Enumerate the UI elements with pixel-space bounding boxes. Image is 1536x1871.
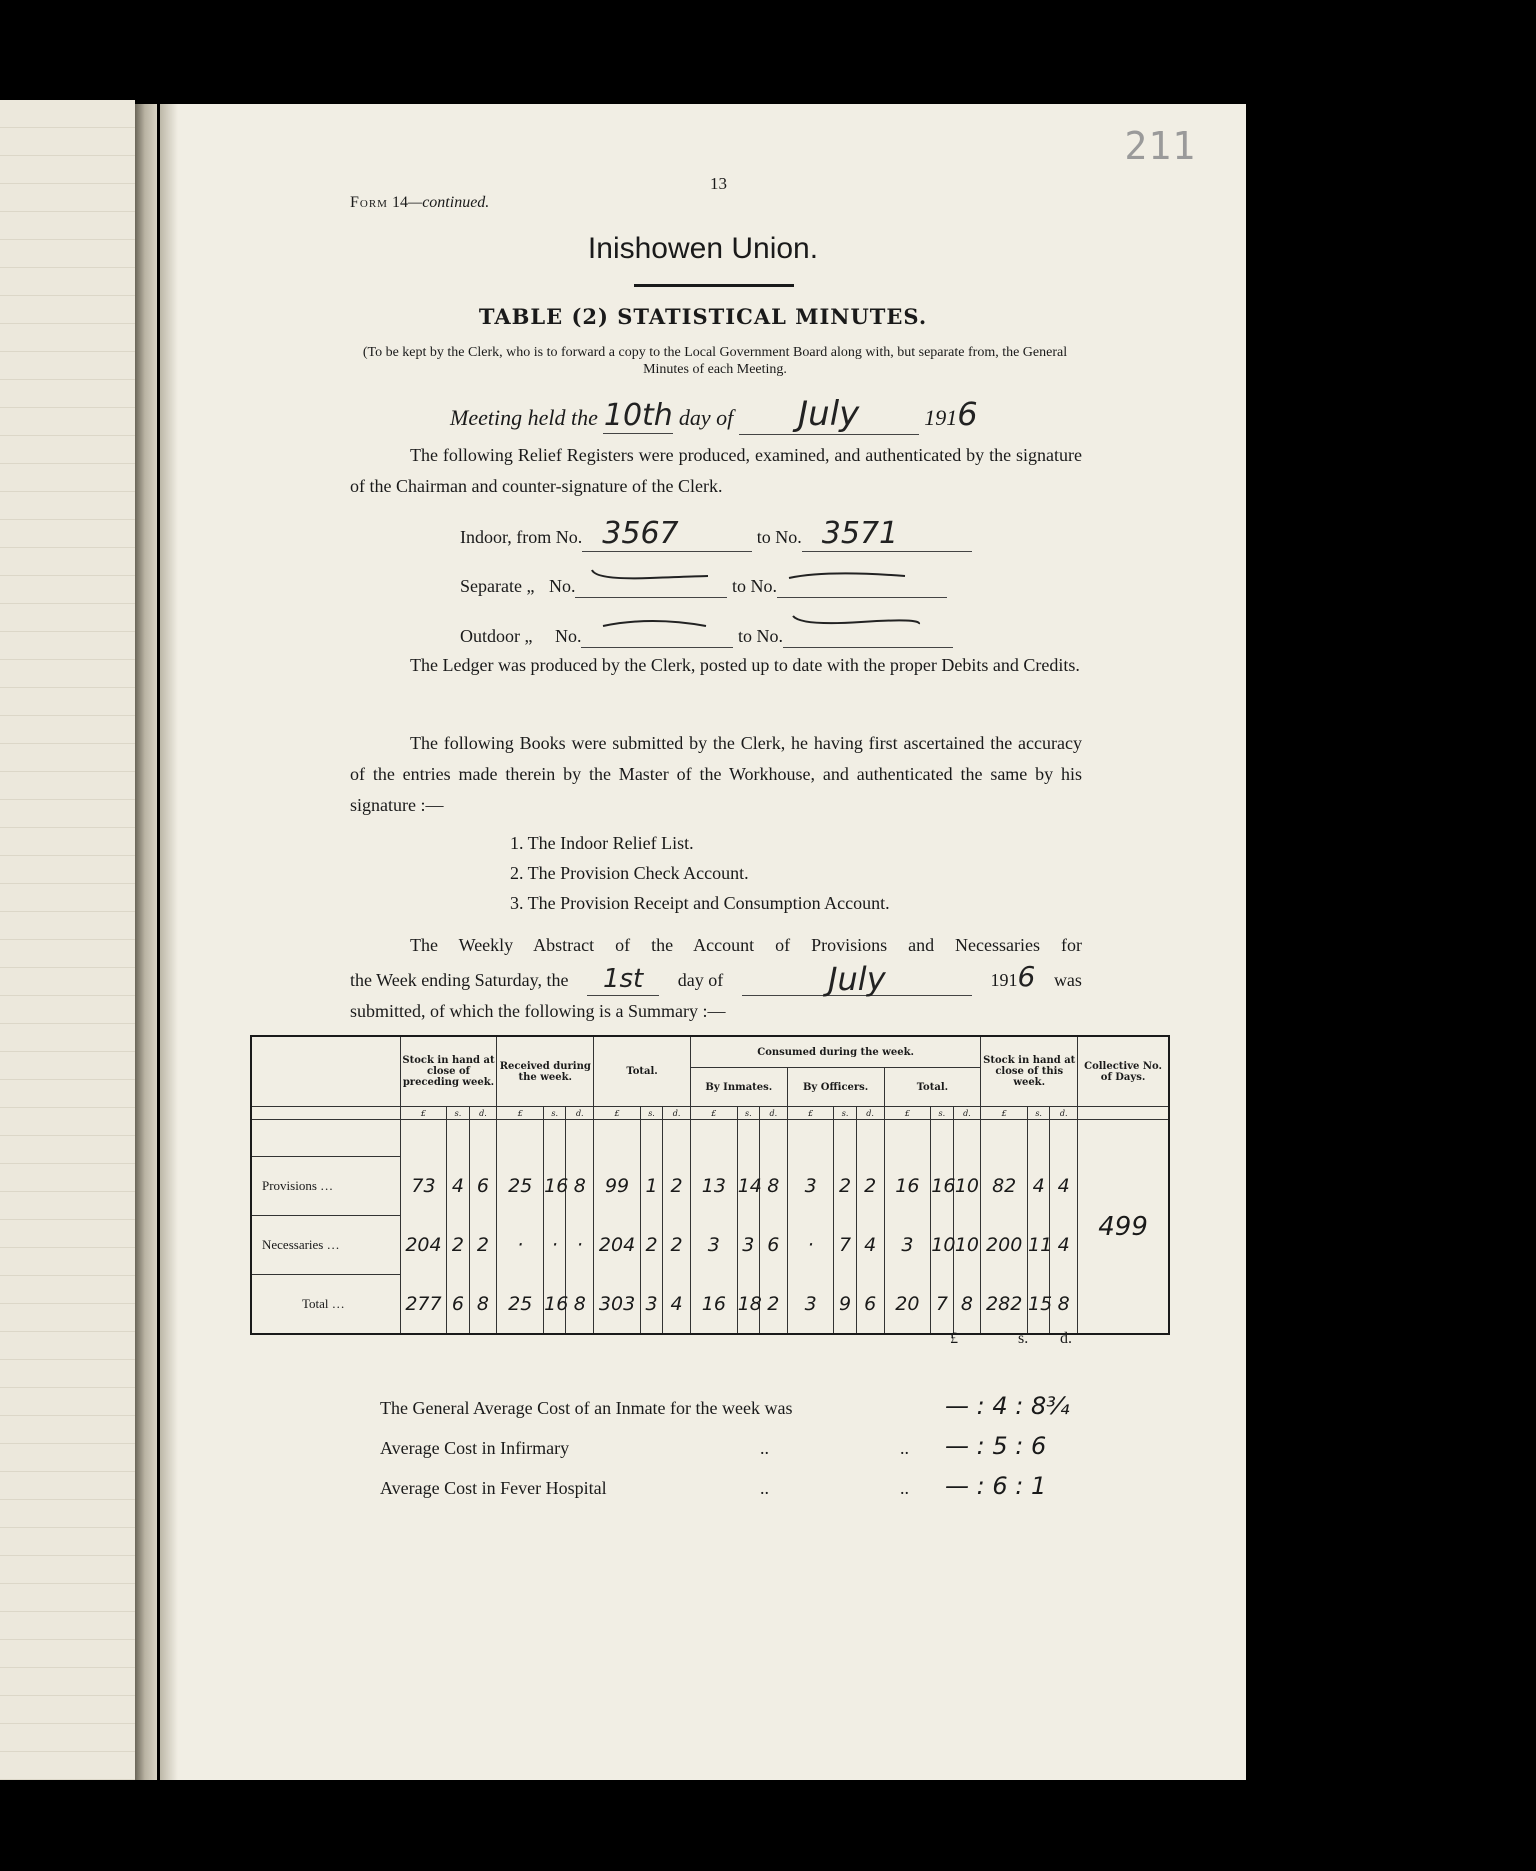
indoor-row [460, 516, 972, 552]
separate-row [460, 576, 947, 598]
separate-to-label: to No. [731, 576, 777, 596]
cell: 2 [856, 1157, 884, 1216]
summary-table [250, 1035, 1170, 1335]
separate-no-label: No. [548, 576, 576, 596]
cell: 3 [787, 1275, 834, 1335]
pound-label: £ [400, 1107, 447, 1120]
book-item: 2. The Provision Check Account. [510, 863, 749, 883]
table-title: TABLE (2) STATISTICAL MINUTES. [478, 304, 928, 329]
union-name: Inishowen Union. [587, 232, 819, 265]
outdoor-no-label: No. [554, 626, 582, 646]
outdoor-to-blank [783, 626, 953, 648]
pound-label: £ [884, 1107, 931, 1120]
separate-to-blank [777, 576, 947, 598]
header-consumed-total: Total. [884, 1068, 981, 1107]
form-label-suffix: —continued. [407, 194, 490, 211]
meeting-year-prefix: 191 [924, 405, 958, 430]
cell: · [787, 1216, 834, 1275]
cell: 25 [497, 1157, 544, 1216]
cell: 282 [981, 1275, 1028, 1335]
header-consumed: Consumed during the week. [690, 1036, 980, 1068]
shilling-label: s. [1028, 1107, 1050, 1120]
meeting-month: July [739, 394, 919, 435]
cell: · [497, 1216, 544, 1275]
abstract-line-3: submitted, of which the following is a Summary :— [350, 1001, 726, 1021]
avg-infirmary-dots: .. [900, 1438, 909, 1458]
cell: 4 [856, 1216, 884, 1275]
cell: 8 [1050, 1275, 1078, 1335]
book-item: 3. The Provision Receipt and Consumption Account. [510, 893, 890, 913]
header-received: Received during the week. [497, 1036, 594, 1107]
row-label: Total … [251, 1275, 400, 1335]
indoor-to: 3571 [802, 516, 972, 552]
relief-intro: The following Relief Registers were produced, examined, and authenticated by the signature of the Chairman and counter-signature of the Clerk. [350, 445, 1082, 496]
cell: 204 [594, 1216, 641, 1275]
currency-row [251, 1107, 1169, 1120]
header-stock-close: Stock in hand at close of this week. [981, 1036, 1078, 1107]
outdoor-row [460, 626, 953, 648]
cell: 7 [931, 1275, 953, 1335]
meeting-year-digit: 6 [957, 395, 978, 433]
header-collective-days: Collective No. of Days. [1078, 1036, 1169, 1107]
cell: 4 [1028, 1157, 1050, 1216]
meeting-line [450, 394, 1010, 435]
pence-label: d. [856, 1107, 884, 1120]
avg-fever-dots: .. [760, 1478, 769, 1498]
header-stock-preceding: Stock in hand at close of preceding week. [400, 1036, 497, 1107]
cell: 2 [469, 1216, 497, 1275]
abstract-year-digit: 6 [1017, 960, 1036, 993]
separate-from-blank [575, 576, 727, 598]
cell: 8 [566, 1157, 594, 1216]
cell: 10 [931, 1216, 953, 1275]
cell: 6 [759, 1216, 787, 1275]
cell: 10 [953, 1157, 981, 1216]
abstract-day: 1st [587, 964, 659, 996]
meeting-prefix: Meeting held the [450, 405, 598, 430]
avg-fever-dots: .. [900, 1478, 909, 1498]
abstract-line-1: The Weekly Abstract of the Account of Provisions and Necessaries for [410, 935, 1082, 955]
pound-label: £ [787, 1107, 834, 1120]
cell: 3 [690, 1216, 737, 1275]
cell: 9 [834, 1275, 856, 1335]
header-by-inmates: By Inmates. [690, 1068, 787, 1107]
abstract-year-prefix: 191 [990, 970, 1018, 990]
cell: 16 [690, 1275, 737, 1335]
avg-general-label: The General Average Cost of an Inmate for the week was [380, 1398, 793, 1418]
header-total: Total. [594, 1036, 691, 1107]
abstract-month: July [742, 964, 972, 996]
outdoor-to-label: to No. [737, 626, 783, 646]
instruction-note: (To be kept by the Clerk, who is to forward a copy to the Local Government Board along with, but separate from, the General Minutes of each Meeting. [362, 345, 1068, 377]
cell: 8 [953, 1275, 981, 1335]
cell: 2 [663, 1157, 691, 1216]
cell: 3 [737, 1216, 759, 1275]
avg-fever-value: — : 6 : 1 [945, 1472, 1047, 1500]
avg-heading-pound: £ [950, 1330, 958, 1347]
pence-label: d. [663, 1107, 691, 1120]
meeting-day-of: day of [678, 405, 734, 430]
separate-label: Separate „ [460, 576, 535, 596]
cell: 2 [759, 1275, 787, 1335]
cell: 16 [884, 1157, 931, 1216]
cell: 13 [690, 1157, 737, 1216]
title-rule [634, 284, 794, 287]
cell: 10 [953, 1216, 981, 1275]
cell: 2 [663, 1216, 691, 1275]
pence-label: d. [469, 1107, 497, 1120]
avg-infirmary-label: Average Cost in Infirmary [380, 1438, 570, 1458]
abstract-was: was [1053, 970, 1082, 990]
indoor-from: 3567 [582, 516, 752, 552]
cell: 3 [787, 1157, 834, 1216]
cell: 6 [447, 1275, 469, 1335]
folio-number: 211 [1124, 124, 1196, 168]
row-label: Provisions … [251, 1157, 400, 1216]
cell: 7 [834, 1216, 856, 1275]
cell: 4 [663, 1275, 691, 1335]
cell: 6 [856, 1275, 884, 1335]
avg-general-value: — : 4 : 8¾ [945, 1392, 1070, 1420]
table-row-necessaries [251, 1216, 1169, 1275]
cell: 2 [834, 1157, 856, 1216]
cell: · [544, 1216, 566, 1275]
avg-infirmary-value: — : 5 : 6 [945, 1432, 1047, 1460]
books-intro: The following Books were submitted by the Clerk, he having first ascertained the accuracy of the entries made therein by the Master of the Workhouse, and authenticated the same by his signature :— [350, 733, 1082, 815]
cell: 16 [544, 1275, 566, 1335]
cell: 14 [737, 1157, 759, 1216]
ledger-text: The Ledger was produced by the Clerk, posted up to date with the proper Debits and Credits. [410, 655, 1080, 675]
pence-label: d. [1050, 1107, 1078, 1120]
facing-page [0, 100, 135, 1780]
header-blank [251, 1036, 400, 1107]
cell: 3 [640, 1275, 662, 1335]
abstract-week-ending: the Week ending Saturday, the [350, 970, 569, 990]
shilling-label: s. [737, 1107, 759, 1120]
pound-label: £ [690, 1107, 737, 1120]
pence-label: d. [953, 1107, 981, 1120]
page-edge-shadow [160, 104, 178, 1780]
book-gutter [135, 104, 157, 1780]
row-label: Necessaries … [251, 1216, 400, 1275]
meeting-day: 10th [603, 398, 673, 433]
cell: 277 [400, 1275, 447, 1335]
cell: 25 [497, 1275, 544, 1335]
books-list [510, 828, 890, 918]
cell: 16 [931, 1157, 953, 1216]
book-item: 1. The Indoor Relief List. [510, 833, 694, 853]
cell: 4 [1050, 1157, 1078, 1216]
cell: 3 [884, 1216, 931, 1275]
cell: 204 [400, 1216, 447, 1275]
indoor-label: Indoor, from No. [460, 527, 583, 547]
avg-heading-pence: d. [1060, 1330, 1072, 1347]
header-by-officers: By Officers. [787, 1068, 884, 1107]
shilling-label: s. [544, 1107, 566, 1120]
form-label [350, 194, 489, 212]
avg-fever-label: Average Cost in Fever Hospital [380, 1478, 607, 1498]
abstract-line-2 [350, 961, 1082, 996]
outdoor-label: Outdoor „ [460, 626, 533, 646]
cell: 4 [1050, 1216, 1078, 1275]
cell: 16 [544, 1157, 566, 1216]
pound-label: £ [594, 1107, 641, 1120]
cell: 2 [447, 1216, 469, 1275]
cell: 4 [447, 1157, 469, 1216]
outdoor-from-blank [581, 626, 733, 648]
page-number: 13 [710, 174, 727, 193]
cell: 15 [1028, 1275, 1050, 1335]
shilling-label: s. [931, 1107, 953, 1120]
document-page [160, 104, 1246, 1780]
form-label-number: 14 [391, 194, 408, 211]
spacer-row [251, 1120, 1169, 1157]
cell: 82 [981, 1157, 1028, 1216]
cell: 99 [594, 1157, 641, 1216]
pence-label: d. [759, 1107, 787, 1120]
cell: 8 [469, 1275, 497, 1335]
cell: · [566, 1216, 594, 1275]
currency-blank [251, 1107, 400, 1120]
cell: 20 [884, 1275, 931, 1335]
cell: 73 [400, 1157, 447, 1216]
cell: 8 [566, 1275, 594, 1335]
cell: 6 [469, 1157, 497, 1216]
indoor-to-label: to No. [756, 527, 802, 547]
pound-label: £ [981, 1107, 1028, 1120]
cell: 11 [1028, 1216, 1050, 1275]
table-row-total [251, 1275, 1169, 1335]
shilling-label: s. [834, 1107, 856, 1120]
shilling-label: s. [640, 1107, 662, 1120]
pound-label: £ [497, 1107, 544, 1120]
abstract-day-of: day of [677, 970, 724, 990]
cell: 8 [759, 1157, 787, 1216]
avg-heading-shilling: s. [1018, 1330, 1029, 1347]
cell: 2 [640, 1216, 662, 1275]
avg-infirmary-dots: .. [760, 1438, 769, 1458]
form-label-name: Form [350, 194, 388, 211]
cell: 303 [594, 1275, 641, 1335]
cell: 1 [640, 1157, 662, 1216]
cell: 200 [981, 1216, 1028, 1275]
table-row-provisions [251, 1157, 1169, 1216]
currency-blank [1078, 1107, 1169, 1120]
collective-days-value: 499 [1078, 1120, 1169, 1335]
shilling-label: s. [447, 1107, 469, 1120]
cell: 18 [737, 1275, 759, 1335]
pence-label: d. [566, 1107, 594, 1120]
abstract-paragraph [350, 930, 1082, 1027]
